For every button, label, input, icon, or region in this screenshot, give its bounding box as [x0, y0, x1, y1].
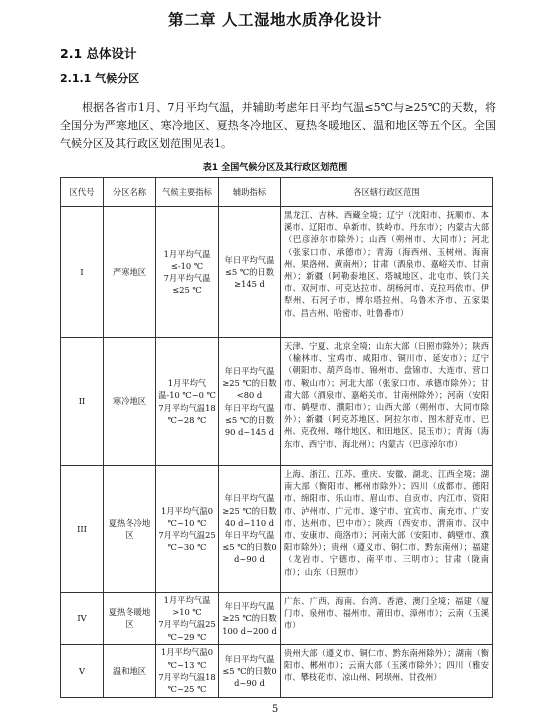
section-title: 2.1 总体设计 — [60, 46, 137, 61]
region-list: 广东、广西、海南、台湾、香港、澳门全境；福建（厦门市、泉州市、福州市、莆田市、漳州市）；云南（玉溪市） — [281, 593, 493, 645]
zone-code: III — [61, 466, 104, 593]
table-row — [61, 593, 493, 645]
main-indicator: 1月平均气温0 ℃~10 ℃ 7月平均气温25 ℃~30 ℃ — [156, 466, 219, 593]
zone-code: I — [61, 207, 104, 338]
zone-name: 夏热冬冷地区 — [104, 466, 156, 593]
main-indicator: 1月平均气温-10 ℃~0 ℃ 7月平均气温18 ℃~28 ℃ — [156, 338, 219, 466]
subsection-title: 2.1.1 气候分区 — [60, 72, 140, 85]
zone-code: V — [61, 644, 104, 697]
region-list: 黑龙江、吉林、西藏全境；辽宁（沈阳市、抚顺市、本溪市、辽阳市、阜新市、铁岭市、丹东市）；内蒙古大部（巴彦淖尔市除外）；山西（朔州市、大同市）；河北（张家口市、承德市）；青海（海西州、玉树州、海南州、果洛州、黄南州）；甘肃（酒泉市、嘉峪关市、甘南州）；新疆（阿勒泰地区、塔城地区、北屯市、铁门关市、双河市、可克达拉市、胡杨河市、克拉玛依市、伊犁州、石河子市、博尔塔拉州、乌鲁木齐市、五家渠市、昌吉州、哈密市、吐鲁番市） — [281, 207, 493, 338]
region-list: 上海、浙江、江苏、重庆、安徽、湖北、江西全境；湖南大部（衡阳市、郴州市除外）；四川（成都市、德阳市、绵阳市、乐山市、眉山市、自贡市、内江市、资阳市、泸州市、广元市、遂宁市、宜宾市、南充市、广安市、达州市、巴中市）；陕西（西安市、渭南市、汉中市、安康市、商洛市）；河南大部（安阳市、鹤壁市、濮阳市除外）；贵州（遵义市、铜仁市、黔东南州）；福建（龙岩市、宁德市、南平市、三明市）；甘肃（陇南市）；山东（日照市） — [281, 466, 493, 593]
table-caption: 表1 全国气候分区及其行政区划范围 — [202, 163, 348, 173]
main-indicator: 1月平均气温>10 ℃ 7月平均气温25 ℃~29 ℃ — [156, 593, 219, 645]
page-number: 5 — [271, 704, 279, 715]
zone-code: IV — [61, 593, 104, 645]
header-regions: 各区辖行政区范围 — [281, 178, 493, 207]
zone-code: II — [61, 338, 104, 466]
region-list: 天津、宁夏、北京全境；山东大部（日照市除外）；陕西（榆林市、宝鸡市、咸阳市、铜川市、延安市）；辽宁（朝阳市、葫芦岛市、锦州市、盘锦市、大连市、营口市、鞍山市）；河北大部（张家口市、承德市除外）；甘肃大部（酒泉市、嘉峪关市、甘南州除外）；河南（安阳市、鹤壁市、濮阳市）；山西大部（朔州市、大同市除外）；新疆（阿克苏地区、阿拉尔市、图木舒克市、巴州、克孜州、喀什地区、和田地区、昆玉市）；青海（海东市、西宁市、海北州）；内蒙古（巴彦淖尔市） — [281, 338, 493, 466]
main-indicator: 1月平均气温0 ℃~13 ℃ 7月平均气温18 ℃~25 ℃ — [156, 644, 219, 697]
climate-zone-table — [60, 177, 493, 698]
zone-name: 温和地区 — [104, 644, 156, 697]
region-list: 贵州大部（遵义市、铜仁市、黔东南州除外）；湖南（衡阳市、郴州市）；云南大部（玉溪市除外）；四川（雅安市、攀枝花市、凉山州、阿坝州、甘孜州） — [281, 644, 493, 697]
main-indicator: 1月平均气温≤-10 ℃ 7月平均气温≤25 ℃ — [156, 207, 219, 338]
body-paragraph: 根据各省市1月、7月平均气温，并辅助考虑年日平均气温≤5℃与≥25℃的天数，将全国分为严寒地区、寒冷地区、夏热冬冷地区、夏热冬暖地区、温和地区等五个区。全国气候分区及其行政区划范围见表1。 — [60, 101, 496, 150]
table-row — [61, 644, 493, 697]
aux-indicator: 年日平均气温≤5 ℃的日数0 d~90 d — [219, 644, 281, 697]
aux-indicator: 年日平均气温≥25 ℃的日数<80 d 年日平均气温≤5 ℃的日数90 d~145 d — [219, 338, 281, 466]
table-header-row — [61, 178, 493, 207]
table-row — [61, 466, 493, 593]
chapter-title: 第二章 人工湿地水质净化设计 — [168, 11, 382, 29]
aux-indicator: 年日平均气温≥25 ℃的日数40 d~110 d 年日平均气温≤5 ℃的日数0 d~90 d — [219, 466, 281, 593]
header-main-indicator: 气候主要指标 — [156, 178, 219, 207]
table-row — [61, 338, 493, 466]
zone-name: 寒冷地区 — [104, 338, 156, 466]
zone-name: 严寒地区 — [104, 207, 156, 338]
header-aux-indicator: 辅助指标 — [219, 178, 281, 207]
zone-name: 夏热冬暖地区 — [104, 593, 156, 645]
table-row — [61, 207, 493, 338]
header-code: 区代号 — [61, 178, 104, 207]
aux-indicator: 年日平均气温≥25 ℃的日数100 d~200 d — [219, 593, 281, 645]
header-name: 分区名称 — [104, 178, 156, 207]
aux-indicator: 年日平均气温≤5 ℃的日数≥145 d — [219, 207, 281, 338]
